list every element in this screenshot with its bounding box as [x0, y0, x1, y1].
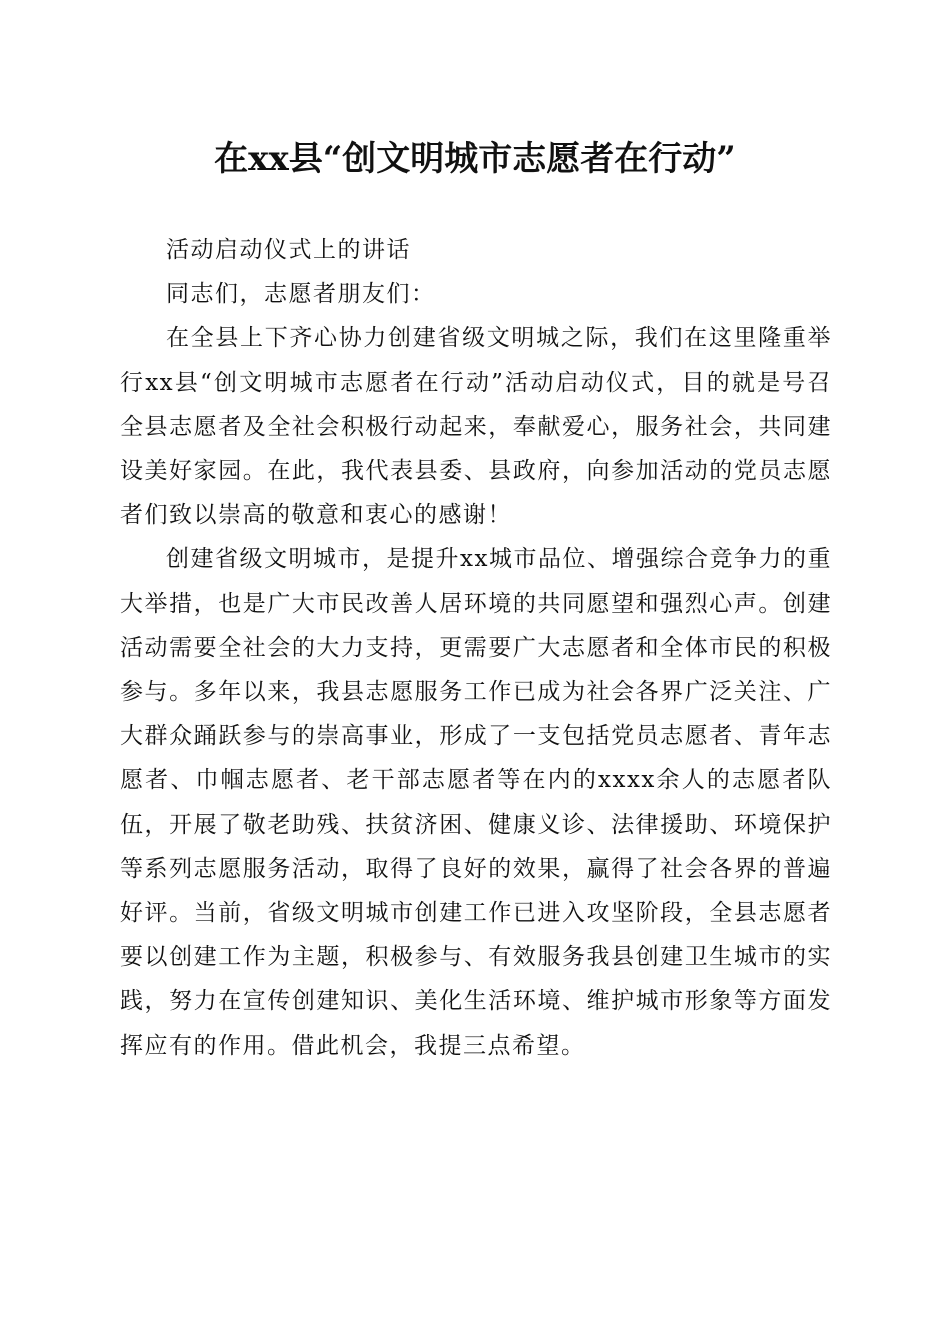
body-paragraph-1: 在全县上下齐心协力创建省级文明城之际，我们在这里隆重举行xx县“创文明城市志愿者在行动”活动启动仪式，目的就是号召全县志愿者及全社会积极行动起来，奉献爱心，服务社会，共同建设美好家园。在此，我代表县委、县政府，向参加活动的党员志愿者们致以崇高的敬意和衷心的感谢！ [120, 325, 832, 529]
document-body [120, 228, 832, 1068]
salutation-paragraph: 同志们，志愿者朋友们： [166, 281, 436, 308]
document-title: 在xx县“创文明城市志愿者在行动” [214, 139, 736, 179]
subtitle-paragraph: 活动启动仪式上的讲话 [166, 237, 411, 263]
body-paragraph-2: 创建省级文明城市，是提升xx城市品位、增强综合竞争力的重大举措，也是广大市民改善人居环境的共同愿望和强烈心声。创建活动需要全社会的大力支持，更需要广大志愿者和全体市民的积极参与。多年以来，我县志愿服务工作已成为社会各界广泛关注、广大群众踊跃参与的崇高事业，形成了一支包括党员志愿者、青年志愿者、巾帼志愿者、老干部志愿者等在内的xxxx余人的志愿者队伍，开展了敬老助残、扶贫济困、健康义诊、法律援助、环境保护等系列志愿服务活动，取得了良好的效果，赢得了社会各界的普遍好评。当前，省级文明城市创建工作已进入攻坚阶段，全县志愿者要以创建工作为主题，积极参与、有效服务我县创建卫生城市的实践，努力在宣传创建知识、美化生活环境、维护城市形象等方面发挥应有的作用。借此机会，我提三点希望。 [120, 546, 832, 1059]
